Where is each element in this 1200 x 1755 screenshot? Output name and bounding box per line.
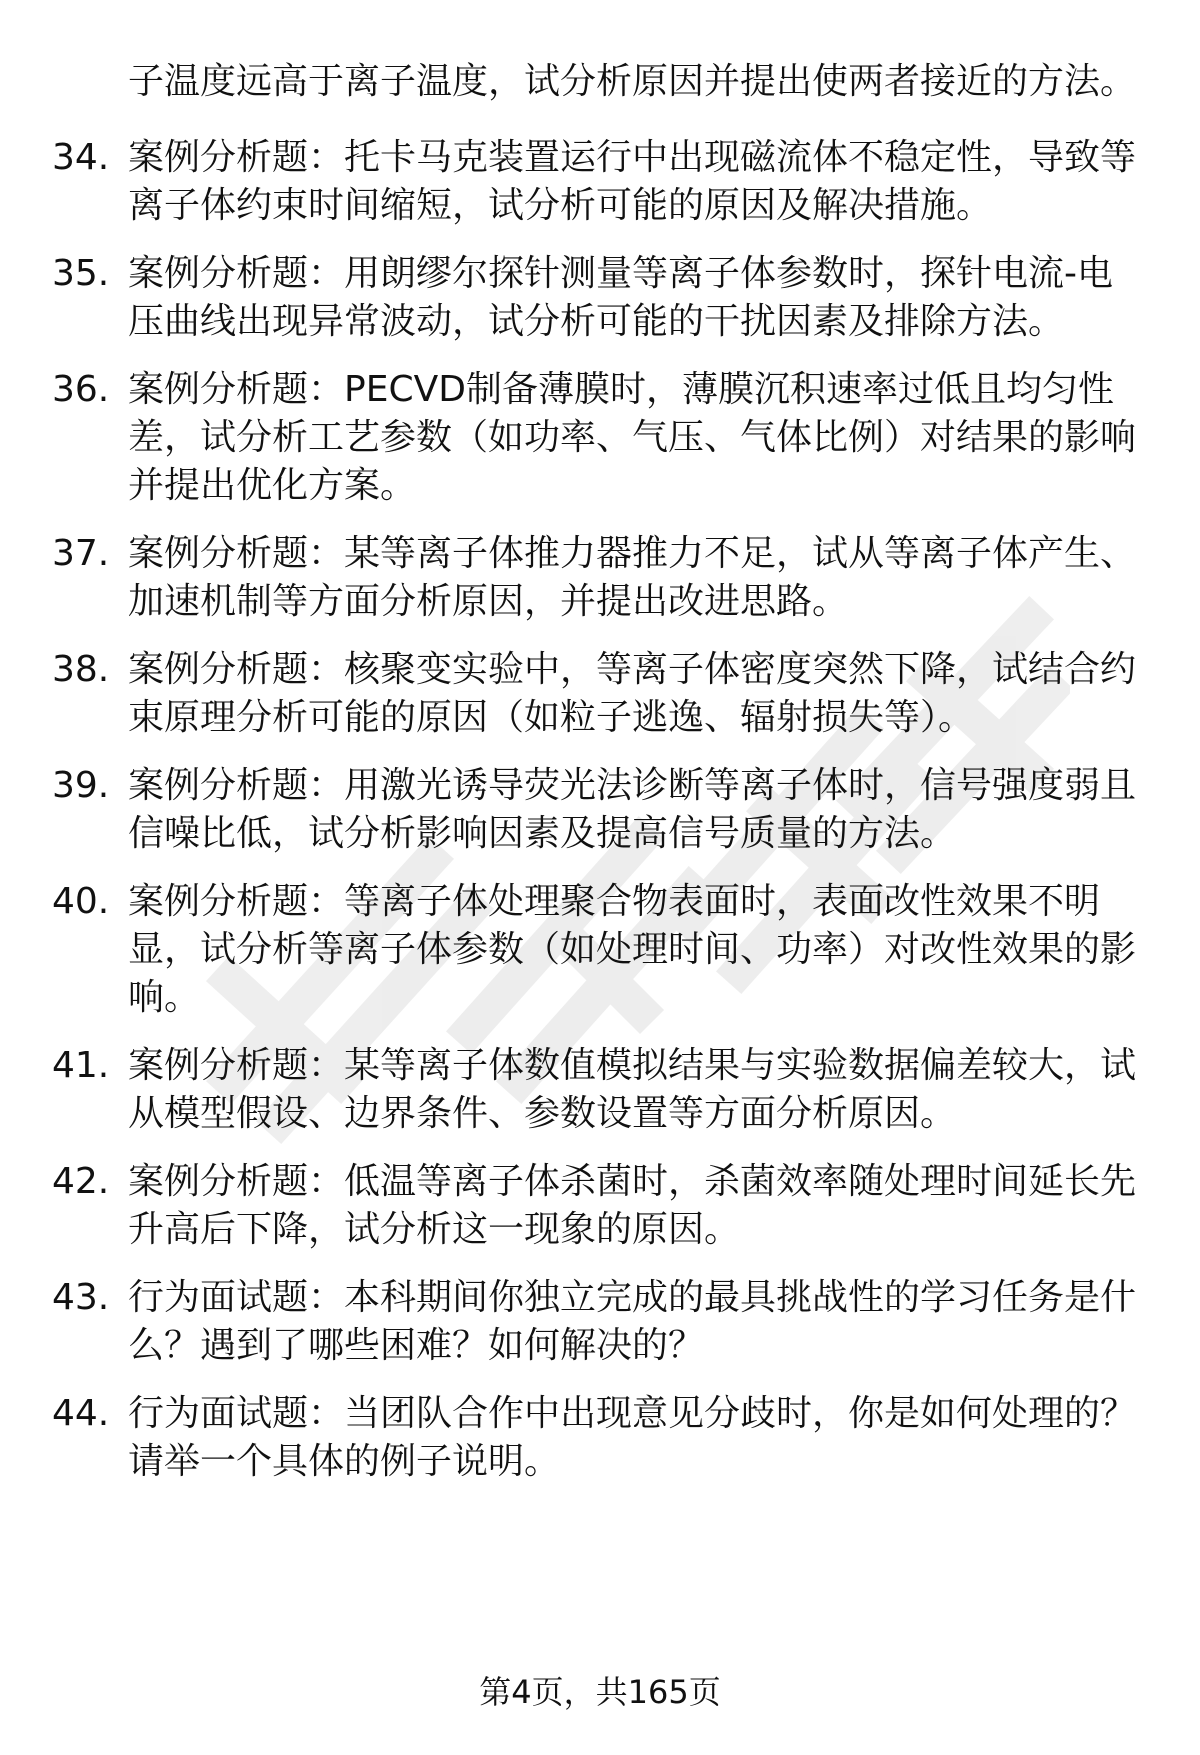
question-text: 行为面试题：当团队合作中出现意见分歧时，你是如何处理的？请举一个具体的例子说明。: [128, 1393, 1137, 1482]
question-number: 35.: [52, 253, 110, 294]
question-text: 案例分析题：某等离子体推力器推力不足，试从等离子体产生、加速机制等方面分析原因，并提出改进思路。: [128, 533, 1137, 622]
question-text: 案例分析题：PECVD制备薄膜时，薄膜沉积速率过低且均匀性差，试分析工艺参数（如功率、气压、气体比例）对结果的影响并提出优化方案。: [128, 369, 1137, 506]
question-number: 36.: [52, 369, 110, 410]
question-number: 38.: [52, 649, 110, 690]
question-text: 案例分析题：某等离子体数值模拟结果与实验数据偏差较大，试从模型假设、边界条件、参数设置等方面分析原因。: [128, 1045, 1137, 1134]
question-text: 行为面试题：本科期间你独立完成的最具挑战性的学习任务是什么？遇到了哪些困难？如何解决的？: [128, 1277, 1137, 1366]
question-number: 37.: [52, 533, 110, 574]
question-number: 43.: [52, 1277, 110, 1318]
question-number: 44.: [52, 1393, 110, 1434]
question-text: 案例分析题：核聚变实验中，等离子体密度突然下降，试结合约束原理分析可能的原因（如粒子逃逸、辐射损失等）。: [128, 649, 1137, 738]
question-number: 42.: [52, 1161, 110, 1202]
question-number: 40.: [52, 881, 110, 922]
question-text: 案例分析题：托卡马克装置运行中出现磁流体不稳定性，导致等离子体约束时间缩短，试分析可能的原因及解决措施。: [128, 137, 1137, 226]
question-text: 案例分析题：等离子体处理聚合物表面时，表面改性效果不明显，试分析等离子体参数（如处理时间、功率）对改性效果的影响。: [128, 881, 1137, 1018]
continued-question-text: 子温度远高于离子温度，试分析原因并提出使两者接近的方法。: [128, 61, 1137, 102]
question-text: 案例分析题：用激光诱导荧光法诊断等离子体时，信号强度弱且信噪比低，试分析影响因素及提高信号质量的方法。: [128, 765, 1137, 854]
question-number: 34.: [52, 137, 110, 178]
page-footer: 第4页，共165页: [479, 1673, 721, 1711]
question-number: 39.: [52, 765, 110, 806]
question-number: 41.: [52, 1045, 110, 1086]
question-text: 案例分析题：用朗缪尔探针测量等离子体参数时，探针电流-电压曲线出现异常波动，试分析可能的干扰因素及排除方法。: [128, 253, 1113, 342]
question-text: 案例分析题：低温等离子体杀菌时，杀菌效率随处理时间延长先升高后下降，试分析这一现象的原因。: [128, 1161, 1137, 1250]
